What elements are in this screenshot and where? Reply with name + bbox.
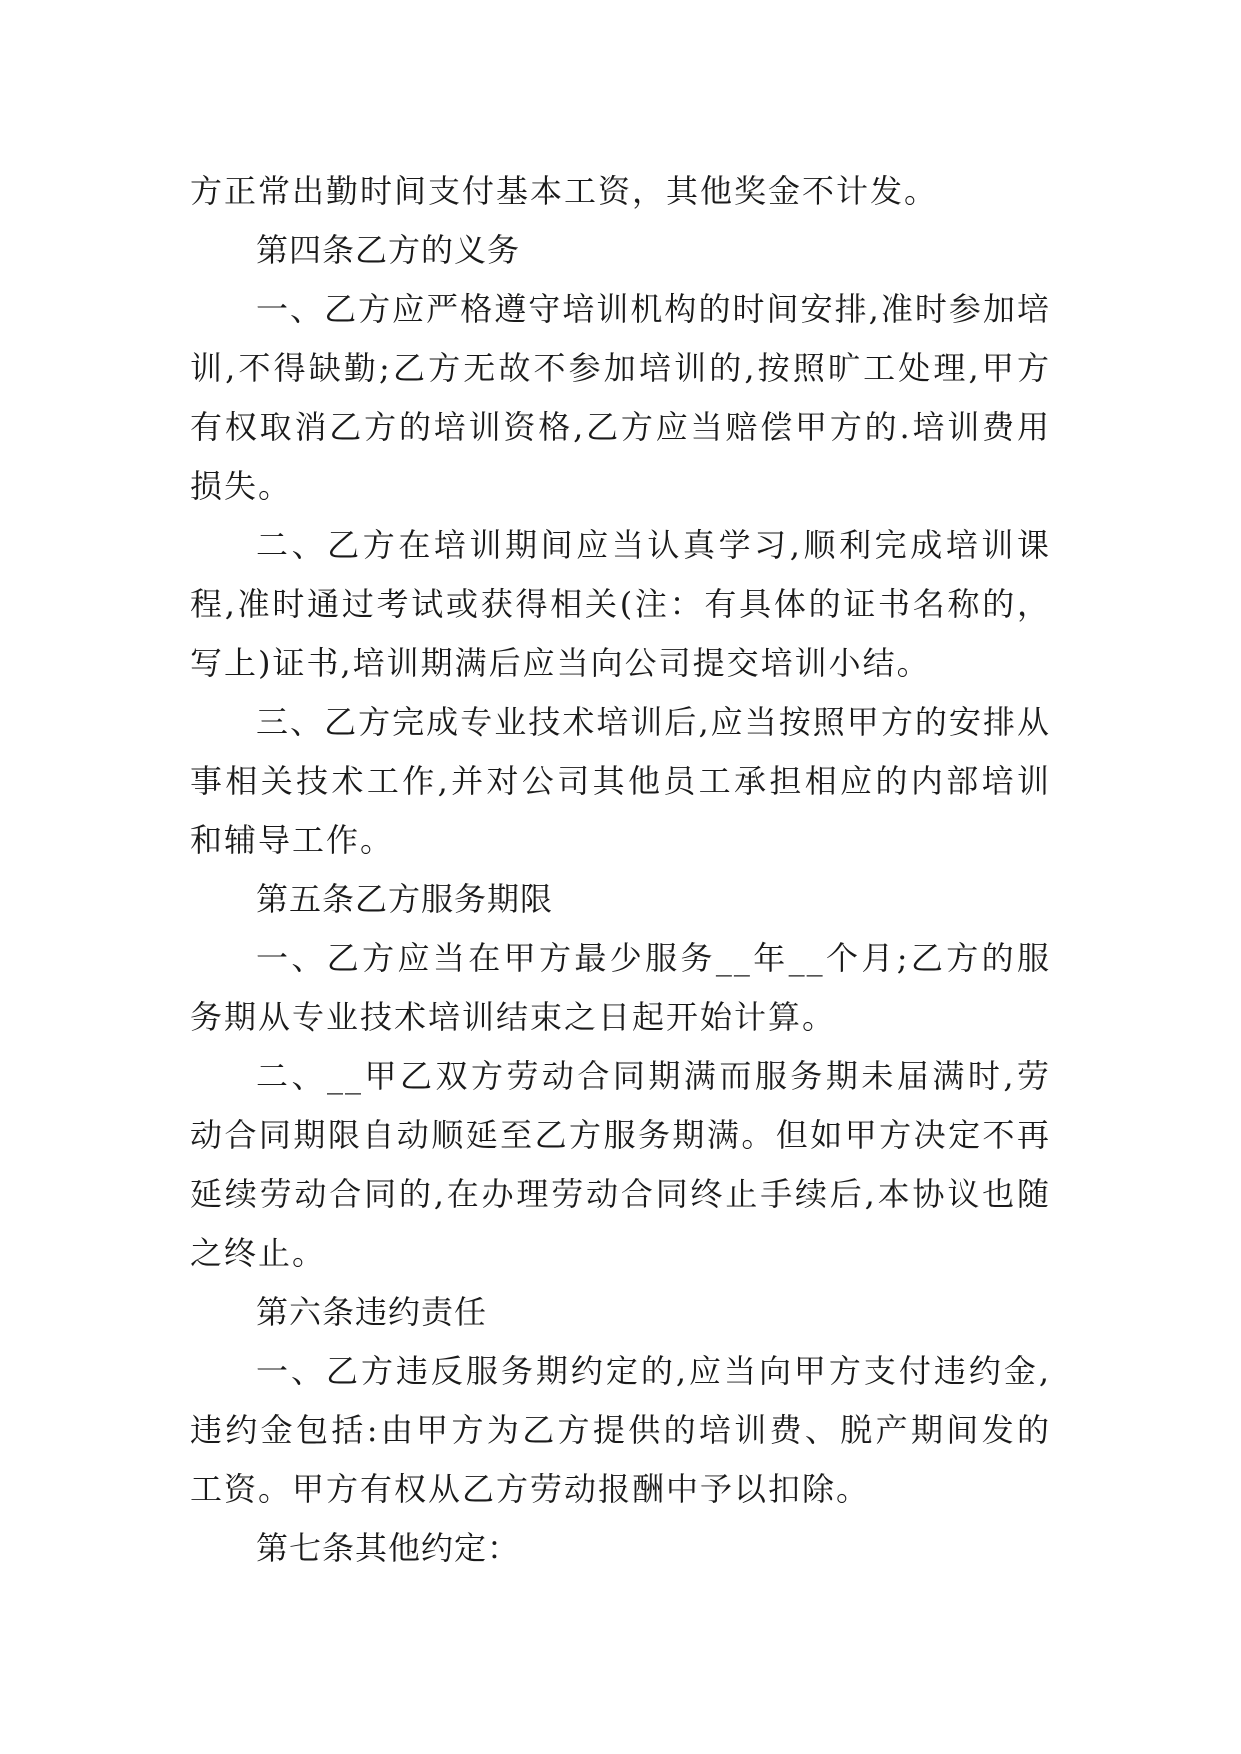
article-4-clause-2: 二、乙方在培训期间应当认真学习,顺利完成培训课程,准时通过考试或获得相关(注：有具体的证书名称的，写上)证书,培训期满后应当向公司提交培训小结。: [190, 526, 1051, 682]
article-5-heading: 第五条乙方服务期限: [256, 880, 554, 918]
article-7-heading: 第七条其他约定：: [256, 1529, 521, 1567]
article-4-heading: 第四条乙方的义务: [256, 231, 521, 269]
article-4-clause-3: 三、乙方完成专业技术培训后,应当按照甲方的安排从事相关技术工作,并对公司其他员工承担相应的内部培训和辅导工作。: [190, 703, 1051, 859]
article-5-clause-1: 一、乙方应当在甲方最少服务__年__个月;乙方的服务期从专业技术培训结束之日起开始计算。: [190, 939, 1051, 1036]
article-4-clause-1: 一、乙方应严格遵守培训机构的时间安排,准时参加培训,不得缺勤;乙方无故不参加培训的,按照旷工处理,甲方有权取消乙方的培训资格,乙方应当赔偿甲方的.培训费用损失。: [190, 290, 1051, 505]
article-6-clause-1: 一、乙方违反服务期约定的,应当向甲方支付违约金,违约金包括:由甲方为乙方提供的培训费、脱产期间发的工资。甲方有权从乙方劳动报酬中予以扣除。: [190, 1352, 1051, 1508]
article-5-clause-2: 二、__甲乙双方劳动合同期满而服务期未届满时,劳动合同期限自动顺延至乙方服务期满。但如甲方决定不再延续劳动合同的,在办理劳动合同终止手续后,本协议也随之终止。: [190, 1057, 1051, 1272]
paragraph-continuation: 方正常出勤时间支付基本工资，其他奖金不计发。: [190, 172, 939, 210]
article-6-heading: 第六条违约责任: [256, 1293, 488, 1331]
